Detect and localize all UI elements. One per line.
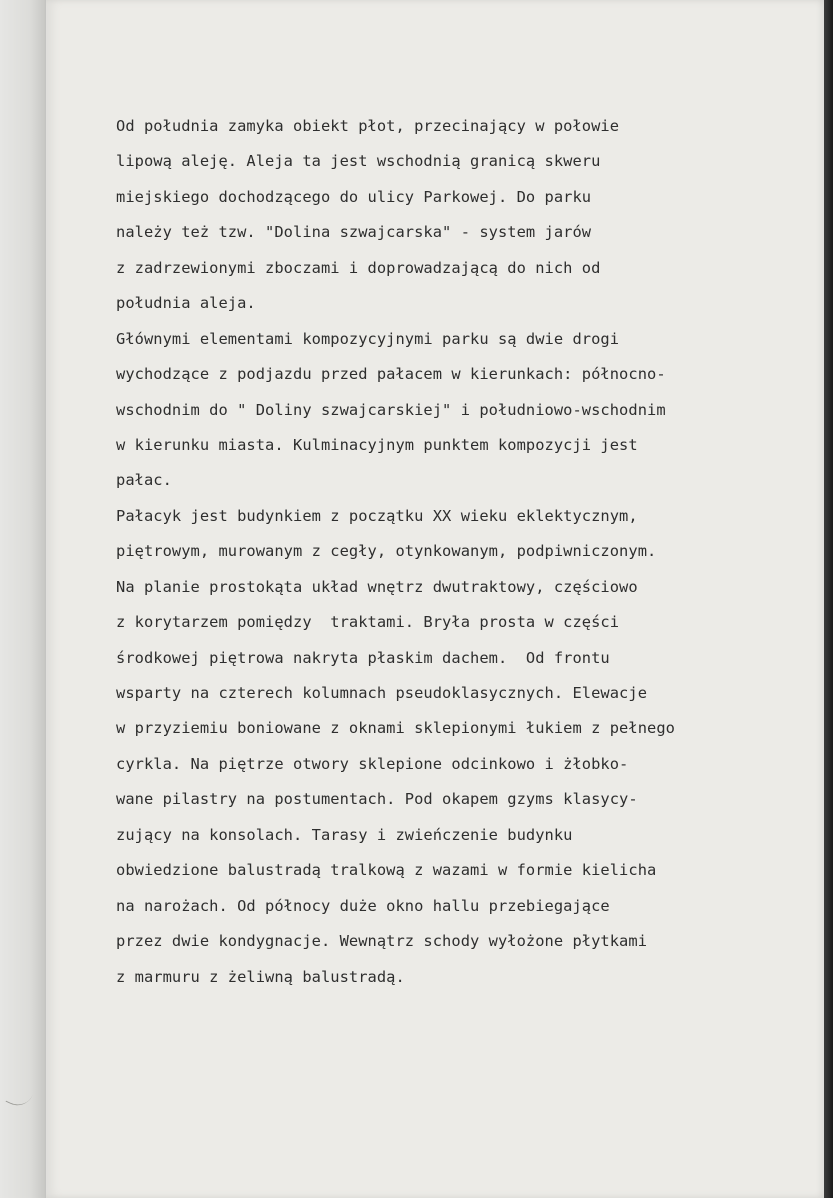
page-right-edge [824, 0, 833, 1198]
text-line: cyrkla. Na piętrze otwory sklepione odcinkowo i żłobko- [116, 754, 629, 773]
typewritten-text-block [116, 109, 796, 995]
page-left-margin [0, 0, 48, 1198]
text-line: na narożach. Od północy duże okno hallu przebiegające [116, 896, 610, 915]
text-line: wschodnim do " Doliny szwajcarskiej" i południowo-wschodnim [116, 400, 666, 419]
text-line: miejskiego dochodzącego do ulicy Parkowej. Do parku [116, 187, 592, 206]
text-line: obwiedzione balustradą tralkową z wazami w formie kielicha [116, 861, 657, 880]
text-line: środkowej piętrowa nakryta płaskim dachem. Od frontu [116, 648, 610, 667]
text-line: Pałacyk jest budynkiem z początku XX wieku eklektycznym, [116, 506, 638, 525]
text-line: należy też tzw. "Dolina szwajcarska" - system jarów [116, 223, 592, 242]
text-line: piętrowym, murowanym z cegły, otynkowanym, podpiwniczonym. [116, 542, 657, 561]
text-line: wychodzące z podjazdu przed pałacem w kierunkach: północno- [116, 365, 666, 384]
text-line: zujący na konsolach. Tarasy i zwieńczenie budynku [116, 825, 573, 844]
text-line: z marmuru z żeliwną balustradą. [116, 967, 405, 986]
text-line: z zadrzewionymi zboczami i doprowadzającą do nich od [116, 258, 601, 277]
text-line: pałac. [116, 471, 172, 490]
text-line: Od południa zamyka obiekt płot, przecinający w połowie [116, 117, 620, 135]
text-line: wsparty na czterech kolumnach pseudoklasycznych. Elewacje [116, 684, 648, 702]
text-line: lipową aleję. Aleja ta jest wschodnią granicą skweru [116, 152, 601, 171]
text-line: z korytarzem pomiędzy traktami. Bryła prosta w części [116, 613, 620, 632]
text-line: Głównymi elementami kompozycyjnymi parku są dwie drogi [116, 329, 620, 348]
text-line: przez dwie kondygnacje. Wewnątrz schody wyłożone płytkami [116, 932, 648, 951]
text-line: w przyziemiu boniowane z oknami sklepionymi łukiem z pełnego [116, 719, 675, 738]
text-line: w kierunku miasta. Kulminacyjnym punktem kompozycji jest [116, 435, 638, 454]
text-line: wane pilastry na postumentach. Pod okapem gzyms klasycy- [116, 790, 638, 809]
text-line: Na planie prostokąta układ wnętrz dwutraktowy, częściowo [116, 577, 638, 596]
text-line: południa aleja. [116, 294, 256, 313]
